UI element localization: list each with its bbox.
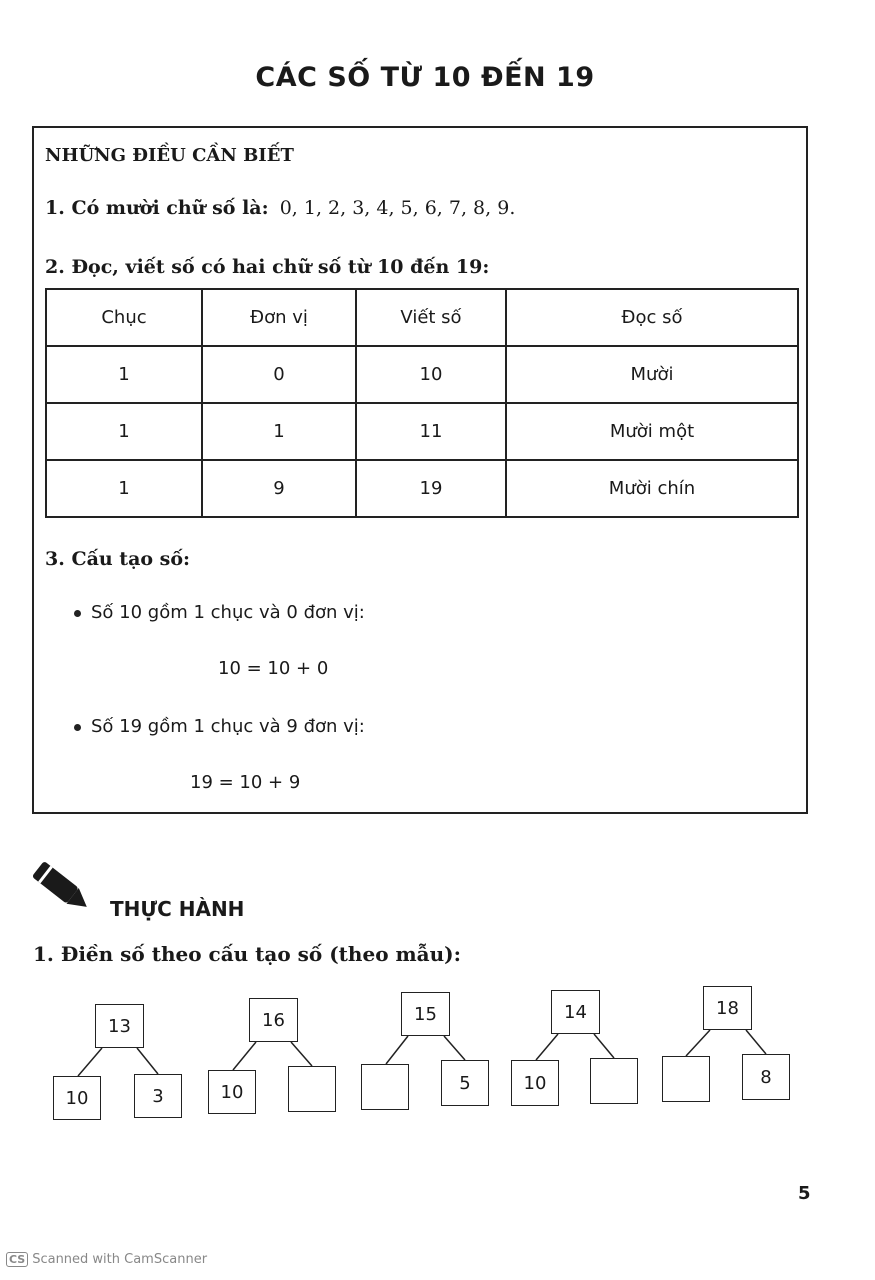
tree-connector — [594, 1034, 614, 1058]
table-cell: Mười chín — [506, 460, 798, 517]
equation-1: 10 = 10 + 0 — [218, 658, 329, 679]
tree-left-box: 10 — [511, 1060, 559, 1106]
table-cell: 9 — [202, 460, 356, 517]
table-cell: Mười — [506, 346, 798, 403]
tree-top-box: 18 — [703, 986, 752, 1030]
tree-connector — [444, 1036, 465, 1060]
tree-right-box[interactable] — [590, 1058, 638, 1104]
tree-left-box[interactable] — [662, 1056, 710, 1102]
tree-top-box: 13 — [95, 1004, 144, 1048]
footer-text: Scanned with CamScanner — [32, 1252, 208, 1267]
point-1-value: 0, 1, 2, 3, 4, 5, 6, 7, 8, 9. — [279, 197, 516, 219]
tree-left-box[interactable] — [361, 1064, 409, 1110]
page-title: CÁC SỐ TỪ 10 ĐẾN 19 — [255, 62, 595, 93]
tree-top-box: 15 — [401, 992, 450, 1036]
tree-right-box[interactable] — [288, 1066, 336, 1112]
table-header-cell: Đơn vị — [202, 289, 356, 346]
info-heading: NHỮNG ĐIỀU CẦN BIẾT — [45, 145, 294, 166]
tree-right-box: 3 — [134, 1074, 182, 1118]
point-1-label: 1. Có mười chữ số là: — [45, 197, 269, 219]
tree-connector — [78, 1048, 102, 1076]
table-header-cell: Viết số — [356, 289, 506, 346]
tree-left-box: 10 — [208, 1070, 256, 1114]
table-header-cell: Chục — [46, 289, 202, 346]
tree-connector — [233, 1042, 256, 1070]
exercise-1-text: 1. Điền số theo cấu tạo số (theo mẫu): — [33, 942, 461, 966]
tree-connector — [746, 1030, 766, 1054]
tree-connector — [536, 1034, 558, 1060]
bullet-1-text: Số 10 gồm 1 chục và 0 đơn vị: — [91, 602, 365, 623]
table-header-cell: Đọc số — [506, 289, 798, 346]
bullet-2-text: Số 19 gồm 1 chục và 9 đơn vị: — [91, 716, 365, 737]
table-cell: 1 — [46, 460, 202, 517]
point-3-label: 3. Cấu tạo số: — [45, 548, 191, 570]
tree-left-box: 10 — [53, 1076, 101, 1120]
tree-connector — [291, 1042, 312, 1066]
page-number: 5 — [798, 1183, 811, 1204]
scanner-footer — [6, 1252, 207, 1267]
table-cell: 1 — [202, 403, 356, 460]
table-cell: 19 — [356, 460, 506, 517]
camscanner-logo: CS — [6, 1252, 28, 1267]
tree-connector — [386, 1036, 408, 1064]
tree-connector — [686, 1030, 710, 1056]
table-cell: 1 — [46, 403, 202, 460]
table-cell: Mười một — [506, 403, 798, 460]
table-cell: 0 — [202, 346, 356, 403]
tree-right-box: 5 — [441, 1060, 489, 1106]
tree-top-box: 16 — [249, 998, 298, 1042]
equation-2: 19 = 10 + 9 — [190, 772, 301, 793]
practice-heading: THỰC HÀNH — [110, 897, 245, 921]
tree-connector — [137, 1048, 158, 1074]
point-2-label: 2. Đọc, viết số có hai chữ số từ 10 đến 19: — [45, 256, 490, 278]
table-cell: 10 — [356, 346, 506, 403]
table-cell: 11 — [356, 403, 506, 460]
tree-right-box: 8 — [742, 1054, 790, 1100]
table-cell: 1 — [46, 346, 202, 403]
tree-top-box: 14 — [551, 990, 600, 1034]
